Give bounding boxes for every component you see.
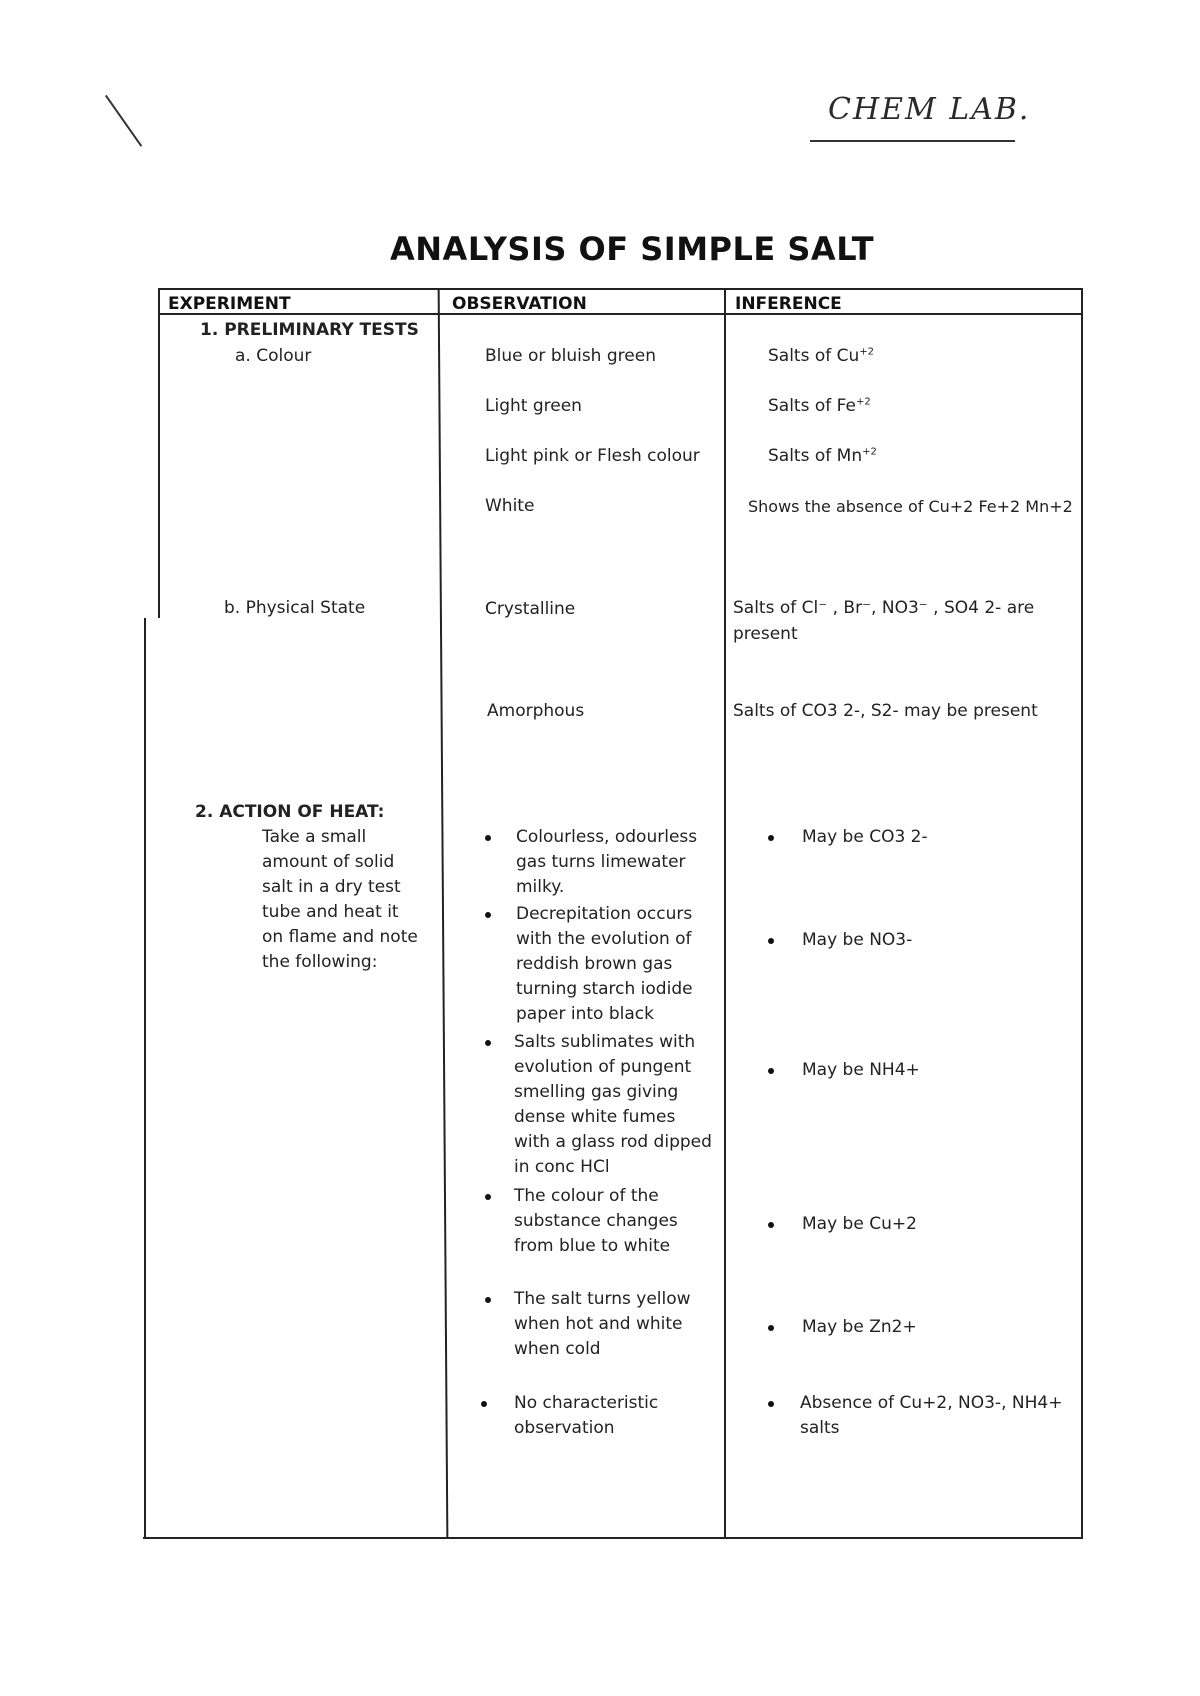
heat-inf-6-line-2: salts (800, 1418, 840, 1438)
colour-label: a. Colour (235, 346, 312, 366)
heat-obs-bullet-5 (485, 1297, 491, 1303)
colour-inf-1-sup: +2 (859, 346, 875, 358)
colour-inf-4: Shows the absence of Cu+2 Fe+2 Mn+2 (748, 497, 1073, 516)
table-header-divider (158, 313, 1083, 315)
colour-inf-2-text: Salts of Fe (768, 396, 856, 416)
heat-obs-bullet-3 (485, 1040, 491, 1046)
heat-inf-bullet-1 (768, 835, 774, 841)
state-obs-2: Amorphous (487, 701, 585, 721)
state-inf-2: Salts of CO3 2-, S2- may be present (733, 701, 1038, 721)
handwritten-underline (810, 140, 1015, 142)
heat-obs-3 (514, 1030, 712, 1180)
heat-obs-1-line-2: gas turns limewater (516, 852, 686, 872)
heat-obs-2-line-3: reddish brown gas (516, 954, 673, 974)
aoh-line-1: Take a small (262, 827, 367, 847)
heat-obs-3-line-3: smelling gas giving (514, 1082, 679, 1102)
heat-obs-4-line-3: from blue to white (514, 1236, 671, 1256)
heat-obs-6 (514, 1391, 658, 1441)
table-border-left-lower (144, 618, 146, 1538)
heat-inf-2: May be NO3- (802, 930, 913, 950)
colour-obs-2: Light green (485, 396, 582, 416)
heat-obs-3-line-5: with a glass rod dipped (514, 1132, 712, 1152)
heat-obs-2-line-2: with the evolution of (516, 929, 692, 949)
header-inference: INFERENCE (735, 294, 842, 314)
colour-inf-1-text: Salts of Cu (768, 346, 860, 366)
handwritten-note: CHEM LAB. (828, 92, 1031, 127)
heat-inf-4: May be Cu+2 (802, 1214, 917, 1234)
heat-obs-6-line-2: observation (514, 1418, 615, 1438)
heat-obs-5-line-1: The salt turns yellow (514, 1289, 691, 1309)
heat-obs-5 (514, 1287, 691, 1362)
preliminary-tests-heading: 1. PRELIMINARY TESTS (200, 320, 419, 340)
heat-inf-5: May be Zn2+ (802, 1317, 917, 1337)
heat-obs-1-line-1: Colourless, odourless (516, 827, 698, 847)
heat-inf-6-line-1: Absence of Cu+2, NO3-, NH4+ (800, 1393, 1063, 1413)
aoh-line-5: on flame and note (262, 927, 418, 947)
heat-inf-bullet-2 (768, 938, 774, 944)
heat-inf-bullet-6 (768, 1401, 774, 1407)
state-inf-1-line-1: Salts of Cl⁻ , Br⁻, NO3⁻ , SO4 2- are (733, 598, 1035, 618)
aoh-line-3: salt in a dry test (262, 877, 401, 897)
aoh-line-4: tube and heat it (262, 902, 399, 922)
heat-obs-6-line-1: No characteristic (514, 1393, 659, 1413)
heat-inf-6 (800, 1391, 1062, 1441)
header-observation: OBSERVATION (452, 294, 587, 314)
heat-inf-bullet-3 (768, 1068, 774, 1074)
colour-inf-2-sup: +2 (855, 396, 871, 408)
heat-obs-3-line-1: Salts sublimates with (514, 1032, 696, 1052)
heat-inf-bullet-4 (768, 1222, 774, 1228)
heat-obs-1-line-3: milky. (516, 877, 565, 897)
state-obs-1: Crystalline (485, 599, 576, 619)
action-of-heat-instructions (262, 825, 418, 975)
heat-inf-bullet-5 (768, 1325, 774, 1331)
action-of-heat-heading: 2. ACTION OF HEAT: (195, 802, 385, 822)
heat-obs-bullet-1 (485, 835, 491, 841)
aoh-line-2: amount of solid (262, 852, 395, 872)
state-inf-1-line-2: present (733, 624, 798, 644)
table-column-divider-1 (438, 288, 449, 1538)
heat-obs-bullet-4 (485, 1194, 491, 1200)
heat-obs-4-line-1: The colour of the (514, 1186, 659, 1206)
heat-obs-5-line-2: when hot and white (514, 1314, 683, 1334)
heat-inf-1: May be CO3 2- (802, 827, 928, 847)
table-border-bottom (143, 1537, 1083, 1539)
heat-inf-3: May be NH4+ (802, 1060, 920, 1080)
corner-pen-stroke (105, 95, 142, 147)
heat-obs-bullet-6 (481, 1401, 487, 1407)
heat-obs-5-line-3: when cold (514, 1339, 601, 1359)
heat-obs-4 (514, 1184, 678, 1259)
heat-obs-3-line-4: dense white fumes (514, 1107, 676, 1127)
table-border-left (158, 288, 160, 618)
table-border-top (158, 288, 1083, 290)
heat-obs-4-line-2: substance changes (514, 1211, 678, 1231)
colour-obs-3: Light pink or Flesh colour (485, 446, 700, 466)
colour-inf-2 (768, 394, 871, 419)
heat-obs-1 (516, 825, 697, 900)
heat-obs-bullet-2 (485, 912, 491, 918)
table-column-divider-2 (724, 288, 726, 1538)
header-experiment: EXPERIMENT (168, 294, 291, 314)
colour-inf-3-sup: +2 (862, 446, 877, 458)
table-border-right (1081, 288, 1083, 1538)
heat-obs-2-line-5: paper into black (516, 1004, 654, 1024)
heat-obs-2-line-1: Decrepitation occurs (516, 904, 693, 924)
colour-inf-1 (768, 344, 874, 369)
heat-obs-3-line-6: in conc HCl (514, 1157, 610, 1177)
colour-obs-4: White (485, 496, 535, 516)
aoh-line-6: the following: (262, 952, 378, 972)
heat-obs-3-line-2: evolution of pungent (514, 1057, 692, 1077)
colour-inf-3 (768, 444, 877, 469)
colour-obs-1: Blue or bluish green (485, 346, 656, 366)
heat-obs-2 (516, 902, 693, 1027)
colour-inf-3-text: Salts of Mn (768, 446, 863, 466)
physical-state-label: b. Physical State (224, 598, 366, 618)
page-title: ANALYSIS OF SIMPLE SALT (390, 230, 875, 268)
heat-obs-2-line-4: turning starch iodide (516, 979, 693, 999)
